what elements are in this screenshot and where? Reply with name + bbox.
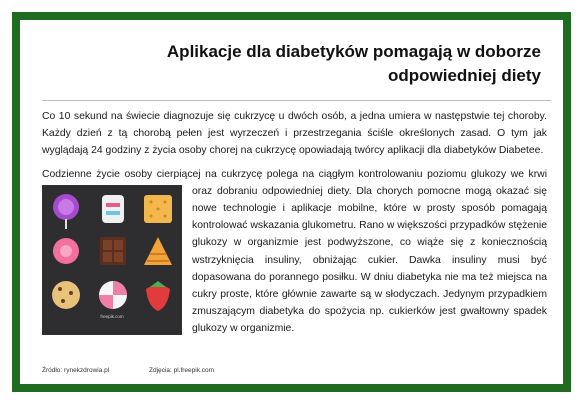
sweets-image [42,185,182,335]
cookie-icon [52,281,80,309]
cracker-icon [144,195,172,223]
sweets-icons [46,189,178,315]
paragraph-2-lead: Codzienne życie osoby cierpiącej na cukrzycę polega na ciągłym kontrolowaniu poziomu glukozy we krwi oraz dobraniu odpowiedniej diety. [42,168,547,197]
title-divider [42,100,551,101]
article-frame [12,12,571,392]
pink-candy-icon [53,238,79,264]
pie-slice-icon [144,237,172,265]
paragraph-2-rest: Dla chorych pomocne mogą okazać się nowe technologie i aplikacje mobilne, które w prosty sposób pomagają kontrolować wskazania glukometru. Rano w większości przypadków stężenie glukozy w organizmie jest podwyższone, co wiąże się z koniecznością wstrzyknięcia insuliny, obniżając cukier. Dawka insuliny musi być dopasowana do porannego posiłku. W dniu diabetyka nie ma też miejsca na cukry proste, które głównie zawarte są w słodyczach. Jedynym przypadkiem zmuszającym diabetyka do spożycia np. cukierków jest gwałtowny spadek glukozy w organizmie. [192,185,547,335]
swirl-candy-icon [99,281,127,309]
article-body [42,108,547,339]
strawberry-icon [146,281,170,311]
title-line-1: Aplikacje dla diabetyków pomagają w doborze [166,42,541,61]
source-credit: Źródło: rynekzdrowia.pl [42,367,110,374]
candy-jar-icon [102,195,124,223]
sources [42,367,252,374]
paragraph-2 [42,166,547,338]
image-credit: freepik.com [100,313,124,319]
article-title [121,40,541,88]
chocolate-icon [100,237,126,265]
lollipop-icon [53,194,79,229]
paragraph-1: Co 10 sekund na świecie diagnozuje się cukrzycę u dwóch osób, a jedna umiera w następstwie tej choroby. Każdy dzień z tą chorobą pełen jest wyrzeczeń i przestrzegania ściśle określonych zasad. O tym jak wyglądają 24 godziny z życia osoby chorej na cukrzycę opowiadają twórcy aplikacji dla diabetyków Diabetee. [42,111,547,157]
title-line-2: odpowiedniej diety [387,66,541,85]
photo-credit: Zdjęcia: pl.freepik.com [149,367,215,374]
